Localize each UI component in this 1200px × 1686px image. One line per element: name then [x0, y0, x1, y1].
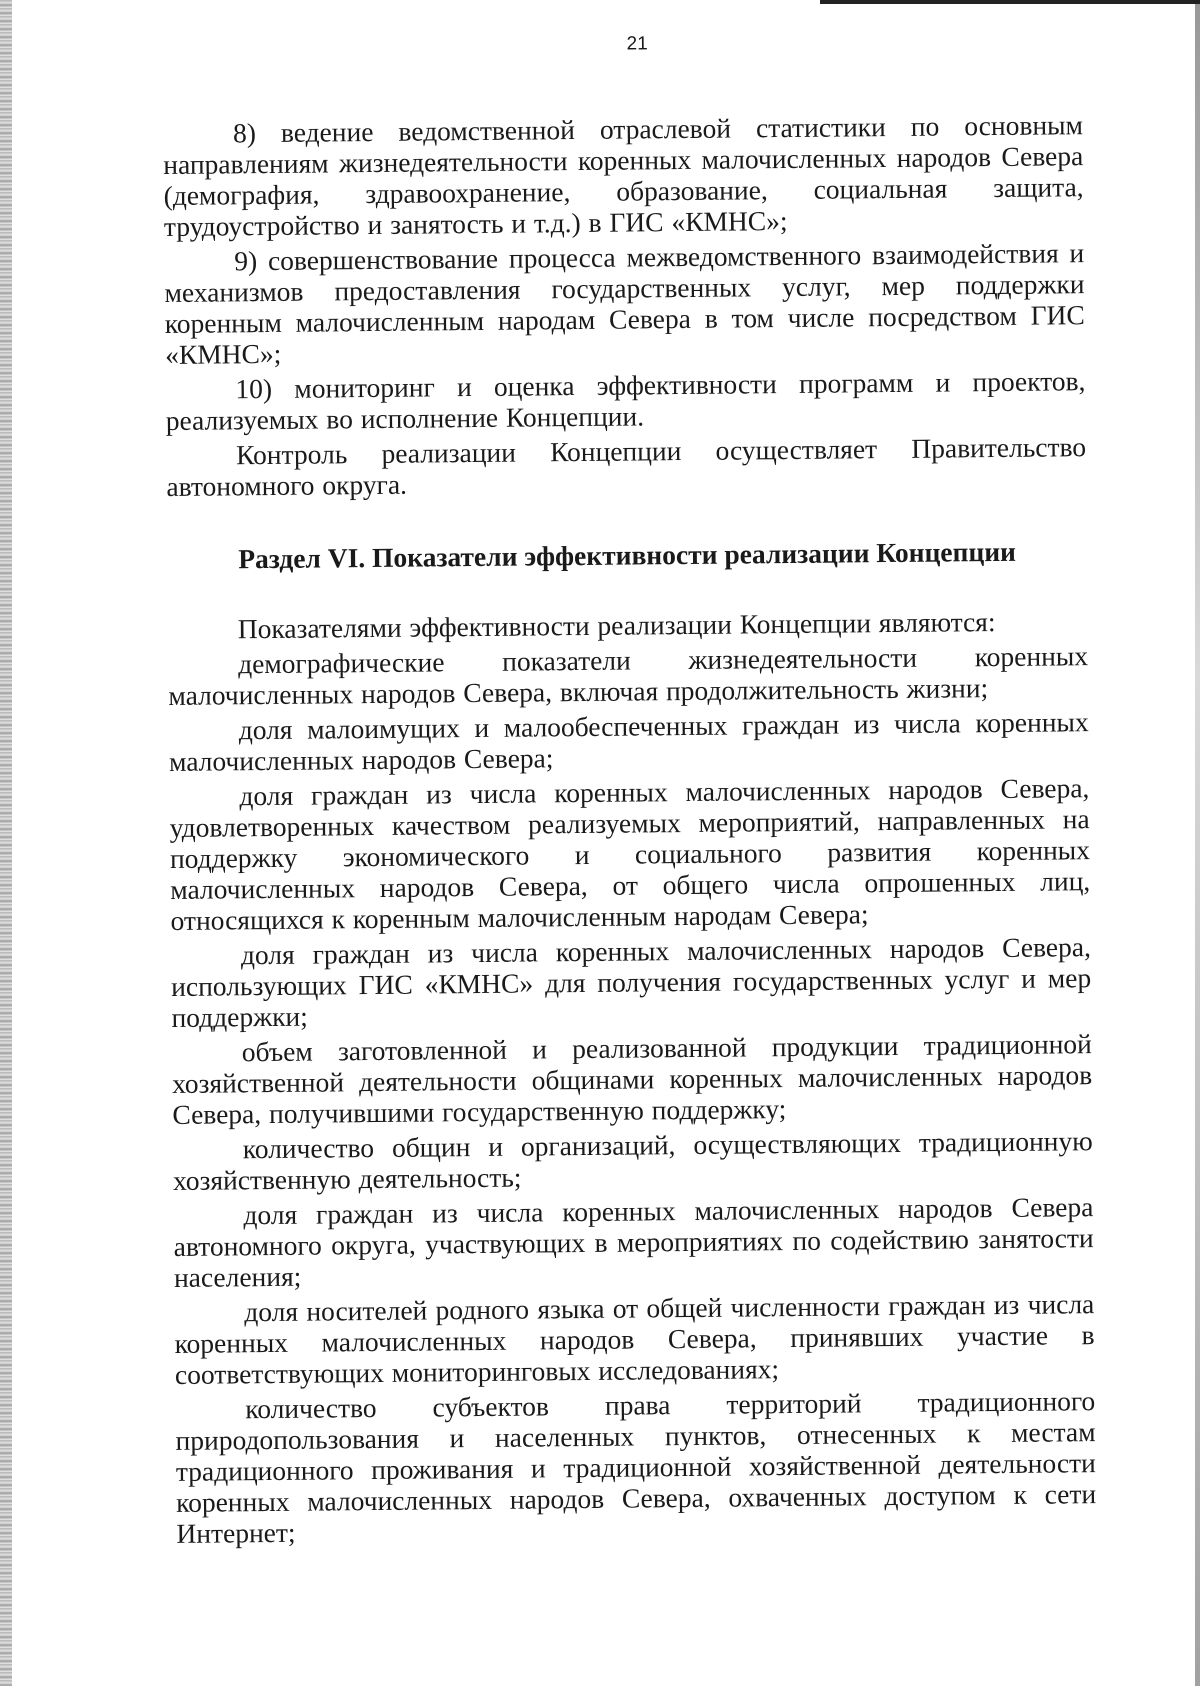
section-heading: Раздел VI. Показатели эффективности реализации Концепции — [238, 535, 1017, 575]
paragraph-item-8: 8) ведение ведомственной отраслевой статистики по основным направлениям жизнедеятельности коренных малочисленных народов Севера (демография, здравоохранение, образование, социальная защита, трудоустройство и занятость и т.д.) в ГИС «КМНС»; — [163, 109, 1084, 242]
paragraph-indicator: доля граждан из числа коренных малочисленных народов Севера, использующих ГИС «КМНС» для получения государственных услуг и мер поддержки; — [171, 931, 1092, 1033]
paragraph-item-9: 9) совершенствование процесса межведомственного взаимодействия и механизмов предоставления государственных услуг, мер поддержки коренным малочисленным народам Севера в том числе посредством ГИС «КМНС»; — [164, 237, 1085, 370]
paragraph-indicator: доля граждан из числа коренных малочисленных народов Севера, удовлетворенных качеством реализуемых мероприятий, направленных на поддержку экономического и социального развития коренных малочисленных народов Севера, от общего числа опрошенных лиц, относящихся к коренным малочисленным народам Севера; — [169, 772, 1091, 936]
paragraph-indicator: количество субъектов права территорий традиционного природопользования и населенных пунктов, отнесенных к местам традиционного проживания и традиционной хозяйственной деятельности коренных малочисленных народов Севера, охваченных доступом к сети Интернет; — [175, 1385, 1097, 1549]
paragraph-control: Контроль реализации Концепции осуществляет Правительство автономного округа. — [166, 431, 1087, 502]
scan-edge-right — [1195, 0, 1200, 1686]
paragraph-indicator: демографические показатели жизнедеятельности коренных малочисленных народов Севера, включая продолжительность жизни; — [168, 640, 1089, 711]
paragraph-indicator: объем заготовленной и реализованной продукции традиционной хозяйственной деятельности общинами коренных малочисленных народов Севера, получившими государственную поддержку; — [171, 1028, 1093, 1130]
paragraph-indicator: доля граждан из числа коренных малочисленных народов Севера автономного округа, участвующих в мероприятиях по содействию занятости населения; — [173, 1191, 1094, 1293]
paragraph-item-10: 10) мониторинг и оценка эффективности программ и проектов, реализуемых во исполнение Концепции. — [165, 365, 1086, 436]
paragraph-indicators-intro: Показателями эффективности реализации Концепции являются: — [237, 606, 996, 645]
scan-edge-top — [820, 0, 1200, 4]
paragraph-indicator: доля малоимущих и малообеспеченных граждан из числа коренных малочисленных народов Севера; — [168, 706, 1089, 777]
paragraph-indicator: количество общин и организаций, осуществляющих традиционную хозяйственную деятельность; — [172, 1125, 1093, 1196]
paragraph-indicator: доля носителей родного языка от общей численности граждан из числа коренных малочисленных народов Севера, принявших участие в соответствующих мониторинговых исследованиях; — [174, 1288, 1095, 1390]
page-number: 21 — [626, 33, 648, 55]
scan-edge-left — [0, 0, 12, 1686]
document-page — [162, 19, 1097, 1553]
